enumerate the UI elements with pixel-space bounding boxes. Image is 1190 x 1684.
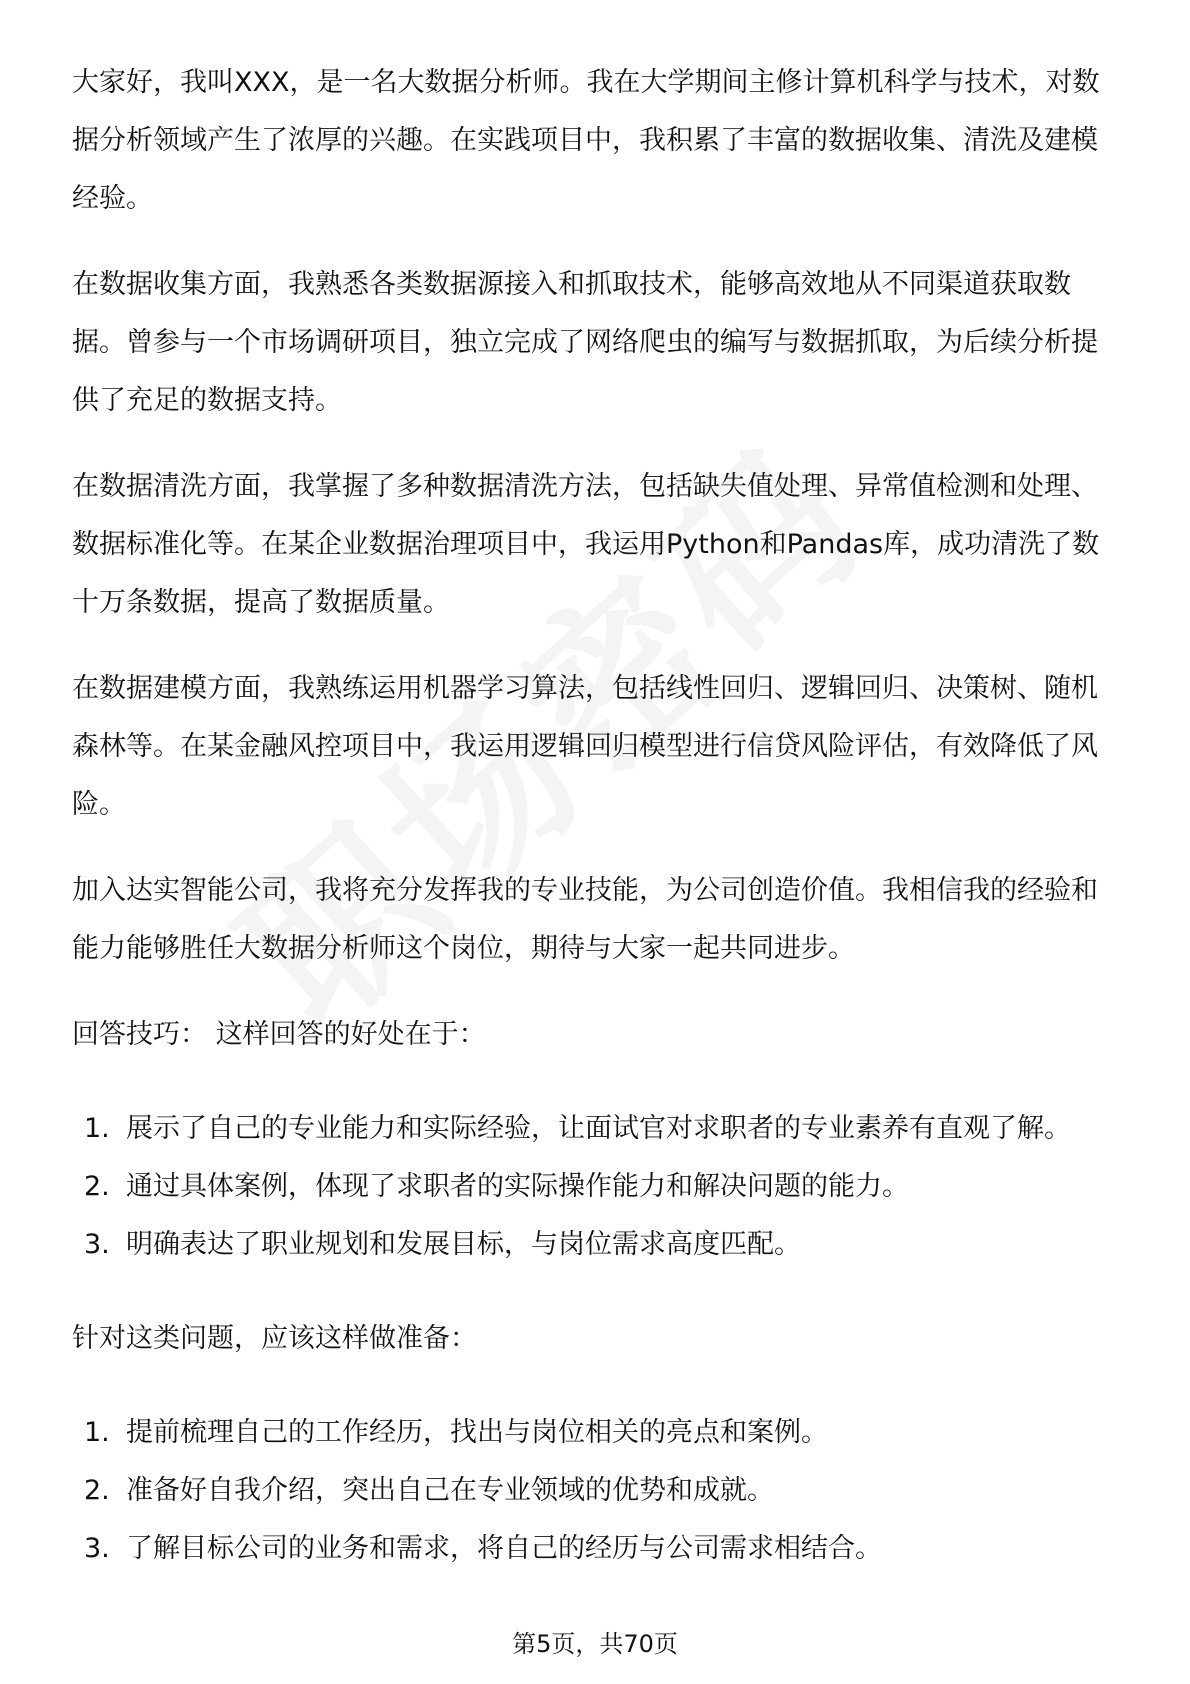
tips-heading: 回答技巧： 这样回答的好处在于：	[72, 1019, 486, 1050]
list-number: 1.	[84, 1417, 110, 1448]
paragraph-closing: 加入达实智能公司，我将充分发挥我的专业技能，为公司创造价值。我相信我的经验和能力能够胜任大数据分析师这个岗位，期待与大家一起共同进步。	[72, 875, 1098, 964]
list-item-text: 准备好自我介绍，突出自己在专业领域的优势和成就。	[126, 1475, 774, 1506]
document-body	[72, 54, 1122, 1614]
paragraph-intro: 大家好，我叫XXX，是一名大数据分析师。我在大学期间主修计算机科学与技术，对数据分析领域产生了浓厚的兴趣。在实践项目中，我积累了丰富的数据收集、清洗及建模经验。	[72, 67, 1100, 214]
list-item-text: 了解目标公司的业务和需求，将自己的经历与公司需求相结合。	[126, 1533, 882, 1564]
list-number: 2.	[84, 1171, 110, 1202]
prep-heading: 针对这类问题，应该这样做准备：	[72, 1323, 477, 1354]
list-item-text: 通过具体案例，体现了求职者的实际操作能力和解决问题的能力。	[126, 1171, 909, 1202]
list-item-text: 明确表达了职业规划和发展目标，与岗位需求高度匹配。	[126, 1229, 801, 1260]
list-number: 3.	[84, 1533, 110, 1564]
list-number: 2.	[84, 1475, 110, 1506]
paragraph-data-modeling: 在数据建模方面，我熟练运用机器学习算法，包括线性回归、逻辑回归、决策树、随机森林等。在某金融风控项目中，我运用逻辑回归模型进行信贷风险评估，有效降低了风险。	[72, 673, 1098, 820]
prep-list	[72, 1404, 1122, 1578]
list-item-text: 提前梳理自己的工作经历，找出与岗位相关的亮点和案例。	[126, 1417, 828, 1448]
list-number: 3.	[84, 1229, 110, 1260]
list-item	[72, 1404, 1122, 1462]
tips-list	[72, 1100, 1122, 1274]
list-number: 1.	[84, 1113, 110, 1144]
list-item	[72, 1462, 1122, 1520]
paragraph-data-cleaning: 在数据清洗方面，我掌握了多种数据清洗方法，包括缺失值处理、异常值检测和处理、数据标准化等。在某企业数据治理项目中，我运用Python和Pandas库，成功清洗了数十万条数据，提高了数据质量。	[72, 471, 1100, 618]
list-item	[72, 1216, 1122, 1274]
list-item	[72, 1100, 1122, 1158]
list-item	[72, 1520, 1122, 1578]
list-item-text: 展示了自己的专业能力和实际经验，让面试官对求职者的专业素养有直观了解。	[126, 1113, 1071, 1144]
paragraph-data-collection: 在数据收集方面，我熟悉各类数据源接入和抓取技术，能够高效地从不同渠道获取数据。曾参与一个市场调研项目，独立完成了网络爬虫的编写与数据抓取，为后续分析提供了充足的数据支持。	[72, 269, 1098, 416]
page-number: 第5页，共70页	[512, 1630, 678, 1658]
list-item	[72, 1158, 1122, 1216]
